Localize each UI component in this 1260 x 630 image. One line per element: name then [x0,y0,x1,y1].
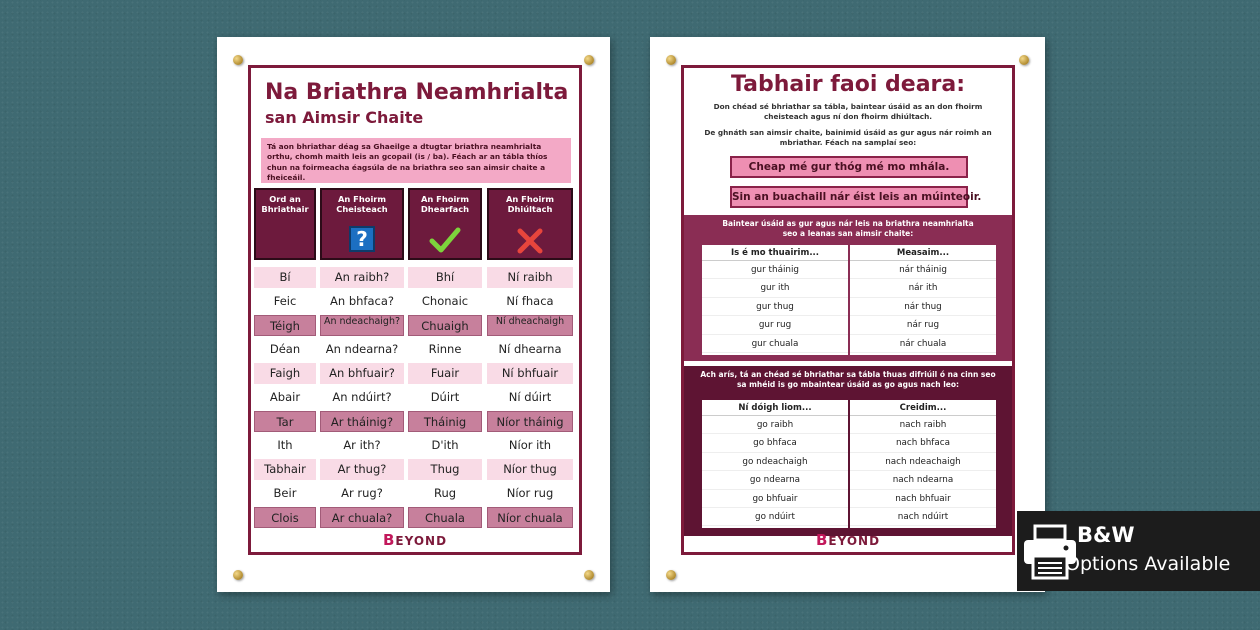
intro-text: Tá aon bhriathar déag sa Ghaeilge a dtugtar briathra neamhrialta orthu, chomh maith leis an gcopail (is / ba). Féach ar an tábla thíos chun na foirmeacha éagsúla de na briathra seo san aimsir chaite a fheiceáil. [261,138,571,183]
table-cell: Dúirt [430,390,460,404]
table-cell: Ní dúirt [508,390,552,404]
table-cell: Clois [254,507,316,528]
table-cell: Tabhair [254,459,316,480]
logo-text: EYOND [828,534,881,548]
column-header: Measaim... [850,245,996,261]
header-negative-form [487,188,573,260]
table-row [254,363,579,384]
table-cell: Níor chuala [487,507,573,528]
poster-frame [248,65,582,555]
column-header: Is é mo thuairim... [702,245,848,261]
list-item: go ndeachaigh [702,453,848,471]
example-sentence-1: Cheap mé gur thóg mé mo mhála. [730,156,968,178]
column-gur [702,245,848,355]
question-icon: ? [349,226,375,252]
list-item: nár tháinig [850,261,996,279]
table-cell: An ndearna? [325,342,399,356]
list-item: gur thug [702,298,848,316]
table-row [254,339,579,360]
gur-nar-panel [684,215,1012,361]
header-verb-order [254,188,316,260]
table-cell: Ní dhearna [498,342,562,356]
table-cell: Ar thug? [320,459,404,480]
table-cell: Níor rug [506,486,554,500]
list-item: nár chuala [850,335,996,353]
table-row [254,411,579,432]
pin-icon [584,570,594,580]
right-poster [650,37,1045,592]
column-nar [850,245,996,355]
column-nach [850,400,996,528]
table-cell: Ar tháinig? [320,411,404,432]
table-cell: Ar chuala? [320,507,404,528]
list-item: nach bhfaca [850,434,996,452]
table-cell: Fuair [408,363,482,384]
header-question-form [320,188,404,260]
list-item: gur tháinig [702,261,848,279]
panel-title: Ach arís, tá an chéad sé bhriathar sa tábla thuas difriúil ó na cinn seo sa mhéid is go mbaintear úsáid as go agus nach leo: [700,370,996,390]
pin-icon [666,570,676,580]
list-item: nár ith [850,279,996,297]
table-cell: Chuala [408,507,482,528]
list-item: go ndúirt [702,508,848,526]
badge-subtitle: Options Available [1065,553,1231,575]
table-cell: Faigh [254,363,316,384]
pin-icon [233,55,243,65]
table-cell: Níor thug [487,459,573,480]
table-cell: Tar [254,411,316,432]
list-item: nár thug [850,298,996,316]
table-cell: An ndúirt? [332,390,392,404]
table-cell: Feic [273,294,297,308]
list-item: nár rug [850,316,996,334]
list-item: gur rug [702,316,848,334]
go-nach-panel [684,366,1012,536]
table-cell: Rinne [428,342,462,356]
badge-title: B&W [1077,523,1135,547]
table-cell: Téigh [254,315,316,336]
pin-icon [233,570,243,580]
table-cell: D'ith [431,438,459,452]
table-cell: Ní raibh [487,267,573,288]
list-item: gur ith [702,279,848,297]
pin-icon [584,55,594,65]
notes-title: Tabhair faoi deara: [730,72,966,97]
example-sentence-2: Sin an buachaill nár éist leis an múinteoir. [730,186,968,208]
logo-mark: B [815,531,829,549]
list-item: go raibh [702,416,848,434]
list-item: nach ndeachaigh [850,453,996,471]
list-item: go bhfuair [702,490,848,508]
table-cell: Rug [433,486,457,500]
table-cell: An raibh? [320,267,404,288]
table-cell: Ní bhfuair [487,363,573,384]
bw-options-badge[interactable] [1017,511,1260,591]
header-label: An Fhoirm Dhearfach [420,194,470,214]
table-row [254,315,579,336]
column-header: Creidim... [850,400,996,416]
cross-icon [515,226,545,259]
table-row [254,291,579,312]
poster-title: Na Briathra Neamhrialta [265,80,569,105]
checkmark-icon [429,226,461,257]
column-go [702,400,848,528]
poster-frame [681,65,1015,555]
table-cell: Níor tháinig [487,411,573,432]
table-row [254,459,579,480]
table-cell: Ar ith? [343,438,381,452]
table-cell: Bí [254,267,316,288]
pin-icon [666,55,676,65]
table-cell: Bhí [408,267,482,288]
left-poster [217,37,610,592]
logo-text: EYOND [395,534,448,548]
table-cell: Níor ith [508,438,552,452]
table-row [254,387,579,408]
column-header: Ní dóigh liom... [702,400,848,416]
table-cell: Ní dheachaigh [487,315,573,336]
header-label: An Fhoirm Dhiúltach [505,194,555,214]
table-cell: Ní fhaca [506,294,554,308]
table-cell: Ar rug? [341,486,383,500]
list-item: nach ndúirt [850,508,996,526]
pin-icon [1019,55,1029,65]
list-item: go ndearna [702,471,848,489]
beyond-logo [251,531,579,549]
list-item: nach raibh [850,416,996,434]
beyond-logo [684,531,1012,549]
logo-mark: B [382,531,396,549]
table-row [254,267,579,288]
table-row [254,507,579,528]
table-cell: Chuaigh [408,315,482,336]
table-cell: An bhfuair? [320,363,404,384]
list-item: go bhfaca [702,434,848,452]
table-cell: An ndeachaigh? [320,315,404,336]
table-cell: Thug [408,459,482,480]
table-row [254,435,579,456]
header-label: Ord an Bhriathair [261,194,309,214]
table-cell: Abair [269,390,301,404]
table-row [254,483,579,504]
header-label: An Fhoirm Cheisteach [336,194,388,214]
poster-subtitle: san Aimsir Chaite [265,108,424,127]
notes-paragraph-1: Don chéad sé bhriathar sa tábla, baintear úsáid as an don fhoirm cheisteach agus ní don fhoirm dhiúltach. [713,102,983,122]
table-cell: Tháinig [408,411,482,432]
panel-title: Baintear úsáid as gur agus nár leis na briathra neamhrialta seo a leanas san aimsir chaite: [722,219,974,239]
list-item: nach ndearna [850,471,996,489]
table-cell: Déan [269,342,301,356]
header-positive-form [408,188,482,260]
table-cell: Chonaic [421,294,469,308]
table-cell: Ith [277,438,293,452]
list-item: gur chuala [702,335,848,353]
list-item: nach bhfuair [850,490,996,508]
notes-paragraph-2: De ghnáth san aimsir chaite, bainimid úsáid as gur agus nár roimh an mbriathar. Féach na samplaí seo: [704,128,992,148]
table-cell: Beir [273,486,297,500]
table-cell: An bhfaca? [330,294,394,308]
